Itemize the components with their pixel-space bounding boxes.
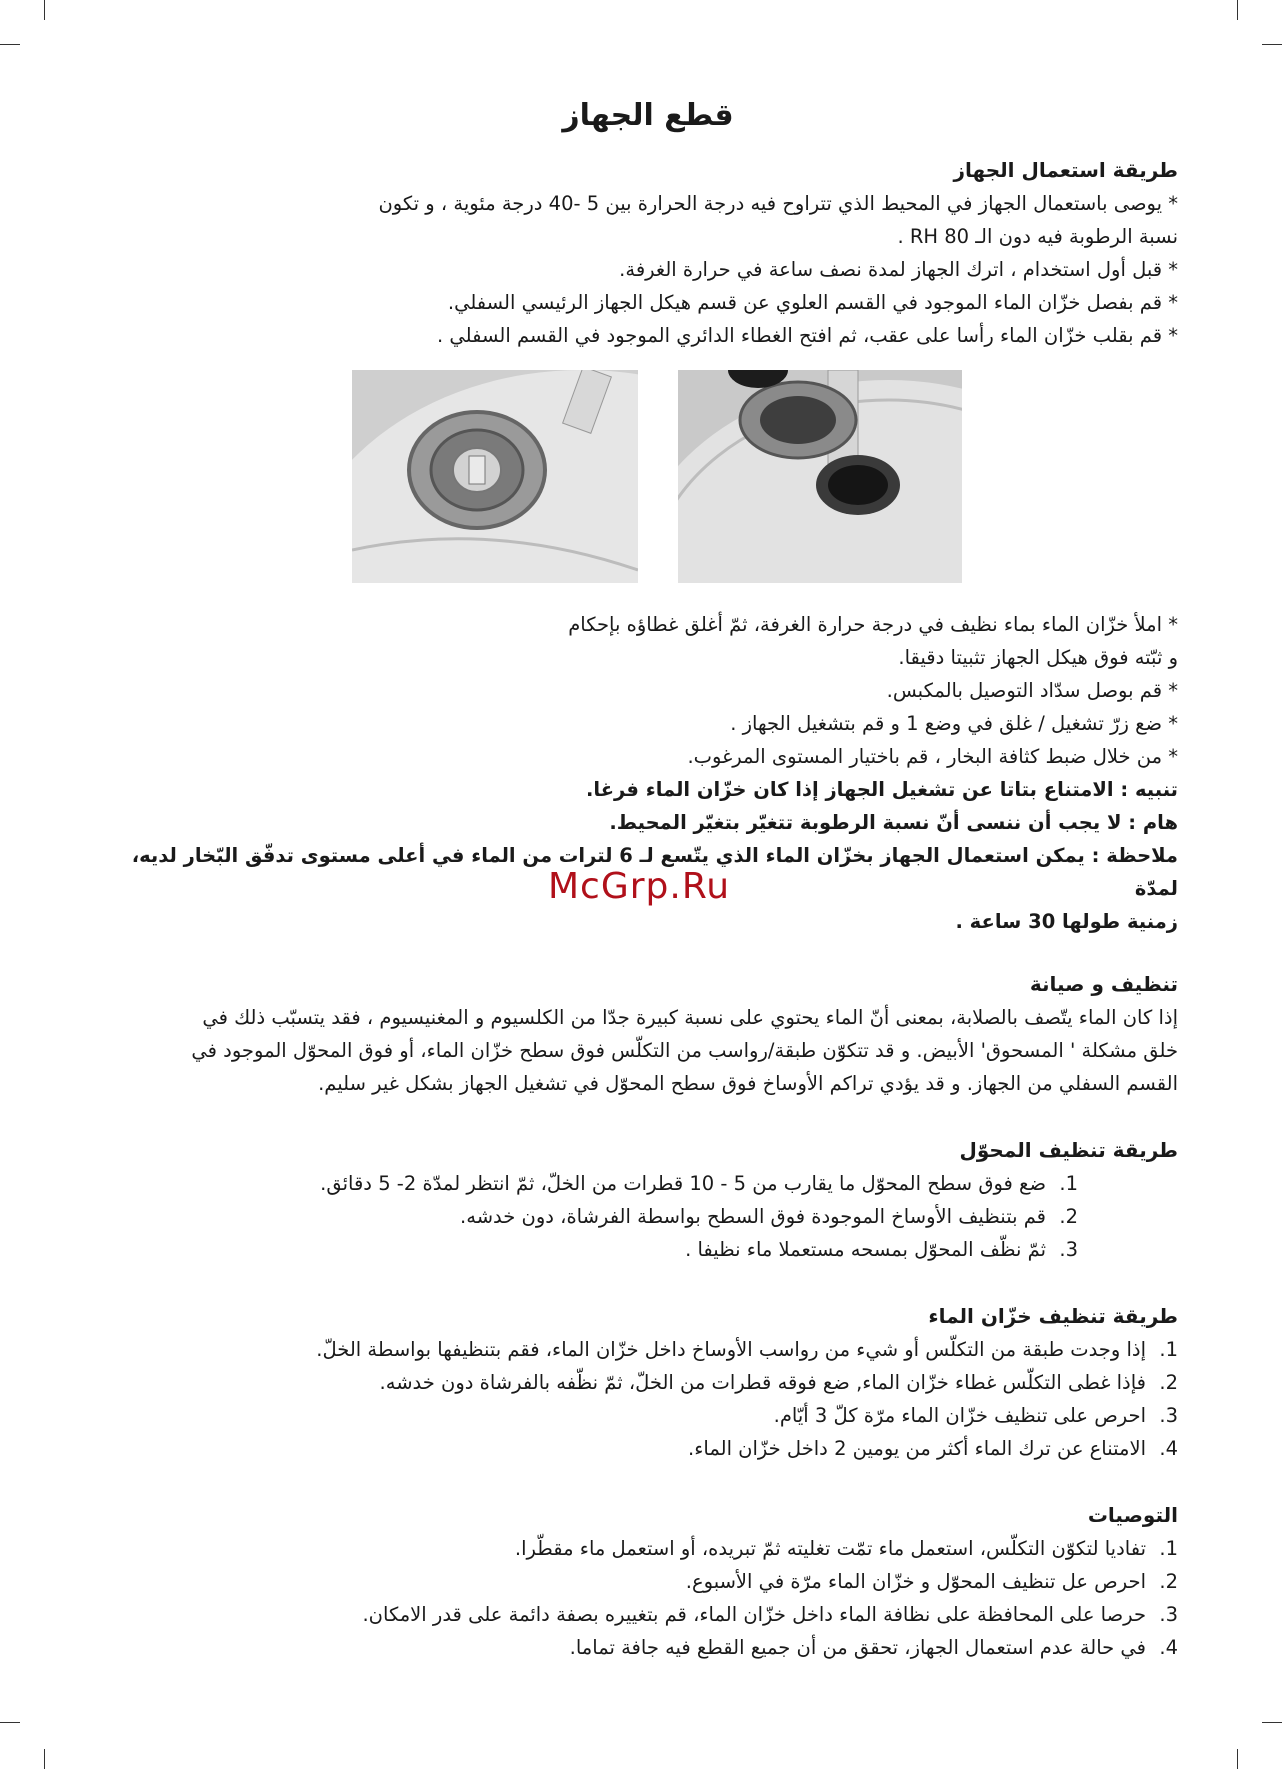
- list-number: 1.: [1059, 1172, 1078, 1195]
- list-text: قم بتنظيف الأوساخ الموجودة فوق السطح بواسطة الفرشاة، دون خدشه.: [460, 1205, 1046, 1228]
- note-text: ملاحظة : يمكن استعمال الجهاز بخزّان الماء الذي يتّسع لـ 6 لترات من الماء في أعلى مستوى تدفّق البّخار لديه، لمدّة: [131, 844, 1178, 900]
- list-number: 4.: [1159, 1636, 1178, 1659]
- crop-mark: [1262, 1722, 1282, 1723]
- watermark-text: McGrp.Ru: [548, 866, 731, 907]
- crop-mark: [0, 44, 20, 45]
- photo-tank-cap: [352, 370, 638, 583]
- list-item: [118, 1333, 1178, 1366]
- list-text: فإذا غطى التكلّس غطاء خزّان الماء, ضع فوقه قطرات من الخلّ، ثمّ نظّفه بالفرشاة دون خدشه.: [379, 1371, 1146, 1394]
- note-text: زمنية طولها 30 ساعة .: [955, 910, 1178, 933]
- list-text: حرصا على المحافظة على نظافة الماء داخل خزّان الماء، قم بتغييره بصفة دائمة على قدر الامكان.: [362, 1603, 1146, 1626]
- list-text: احرص عل تنظيف المحوّل و خزّان الماء مرّة في الأسبوع.: [685, 1570, 1146, 1593]
- list-text: تفاديا لتكوّن التكلّس، استعمل ماء تمّت تغليته ثمّ تبريده، أو استعمل ماء مقطّرا.: [514, 1537, 1146, 1560]
- usage-line: * قم بقلب خزّان الماء رأسا على عقب، ثم افتح الغطاء الدائري الموجود في القسم السفلي .: [437, 324, 1178, 347]
- list-number: 4.: [1159, 1437, 1178, 1460]
- list-item: [118, 1200, 1078, 1233]
- usage-line: * ضع زرّ تشغيل / غلق في وضع 1 و قم بتشغيل الجهاز .: [730, 712, 1178, 735]
- list-text: في حالة عدم استعمال الجهاز، تحقق من أن جميع القطع فيه جافة تماما.: [569, 1636, 1146, 1659]
- usage-heading: طريقة استعمال الجهاز: [953, 158, 1178, 182]
- cleaning-heading: تنظيف و صيانة: [1029, 972, 1178, 996]
- usage-line: نسبة الرطوبة فيه دون الـ RH 80 .: [897, 225, 1178, 248]
- usage-line: * قم بفصل خزّان الماء الموجود في القسم العلوي عن قسم هيكل الجهاز الرئيسي السفلي.: [447, 291, 1178, 314]
- cleaning-section: [118, 968, 1178, 1100]
- usage-line: * املأ خزّان الماء بماء نظيف في درجة حرارة الغرفة، ثمّ أغلق غطاؤه بإحكام: [568, 613, 1178, 636]
- cleaning-line: القسم السفلي من الجهاز. و قد يؤدي تراكم الأوساخ فوق سطح المحوّل في تشغيل الجهاز بشكل غير سليم.: [318, 1072, 1178, 1095]
- list-item: [118, 1233, 1078, 1266]
- warning-text: تنبيه : الامتناع بتاتا عن تشغيل الجهاز إذا كان خزّان الماء فرغا.: [586, 778, 1178, 801]
- list-item: [118, 1432, 1178, 1465]
- usage-line: و ثبّته فوق هيكل الجهاز تثبيتا دقيقا.: [898, 646, 1178, 669]
- list-item: [118, 1399, 1178, 1432]
- list-number: 2.: [1159, 1371, 1178, 1394]
- tank-heading: طريقة تنظيف خزّان الماء: [928, 1304, 1178, 1328]
- list-number: 2.: [1059, 1205, 1078, 1228]
- list-item: [118, 1598, 1178, 1631]
- usage-line: * من خلال ضبط كثافة البخار ، قم باختيار المستوى المرغوب.: [687, 745, 1178, 768]
- list-item: [118, 1366, 1178, 1399]
- list-text: إذا وجدت طبقة من التكلّس أو شيء من رواسب الأوساخ داخل خزّان الماء، فقم بتنظيفها بواسطة الخلّ.: [316, 1338, 1146, 1361]
- page-title: قطع الجهاز: [562, 98, 734, 133]
- list-number: 3.: [1159, 1404, 1178, 1427]
- list-text: ثمّ نظّف المحوّل بمسحه مستعملا ماء نظيفا .: [685, 1238, 1046, 1261]
- list-text: ضع فوق سطح المحوّل ما يقارب من 5 - 10 قطرات من الخلّ، ثمّ انتظر لمدّة 2- 5 دقائق.: [320, 1172, 1046, 1195]
- usage-line: * يوصى باستعمال الجهاز في المحيط الذي تتراوح فيه درجة الحرارة بين 5 -40 درجة مئوية ، و تكون: [378, 192, 1178, 215]
- photo-tank-cap-open: [678, 370, 962, 583]
- crop-mark: [1262, 44, 1282, 45]
- crop-mark: [1237, 1749, 1238, 1769]
- photos-row: [118, 370, 1178, 592]
- list-item: [118, 1631, 1178, 1664]
- list-number: 3.: [1059, 1238, 1078, 1261]
- crop-mark: [0, 1722, 20, 1723]
- tank-section: [118, 1300, 1178, 1465]
- transducer-section: [118, 1134, 1178, 1266]
- list-number: 3.: [1159, 1603, 1178, 1626]
- important-text: هام : لا يجب أن ننسى أنّ نسبة الرطوبة تتغيّر بتغيّر المحيط.: [609, 811, 1178, 834]
- list-text: الامتناع عن ترك الماء أكثر من يومين 2 داخل خزّان الماء.: [688, 1437, 1146, 1460]
- list-number: 1.: [1159, 1338, 1178, 1361]
- list-item: [118, 1167, 1078, 1200]
- crop-mark: [1237, 0, 1238, 20]
- recommendations-section: [118, 1499, 1178, 1664]
- usage-line: * قبل أول استخدام ، اترك الجهاز لمدة نصف ساعة في حرارة الغرفة.: [619, 258, 1178, 281]
- usage-line: * قم بوصل سدّاد التوصيل بالمكبس.: [886, 679, 1178, 702]
- list-item: [118, 1565, 1178, 1598]
- list-number: 2.: [1159, 1570, 1178, 1593]
- cleaning-line: خلق مشكلة ' المسحوق' الأبيض. و قد تتكوّن طبقة/رواسب من التكلّس فوق سطح خزّان الماء، أو فوق المحوّل الموجود في: [191, 1039, 1178, 1062]
- recommendations-heading: التوصيات: [1087, 1503, 1178, 1527]
- cleaning-line: إذا كان الماء يتّصف بالصلابة، بمعنى أنّ الماء يحتوي على نسبة كبيرة جدّا من الكلسيوم و المغنيسيوم ، فقد يتسبّب ذلك في: [202, 1006, 1178, 1029]
- crop-mark: [44, 0, 45, 20]
- crop-mark: [44, 1749, 45, 1769]
- transducer-heading: طريقة تنظيف المحوّل: [959, 1138, 1178, 1162]
- list-number: 1.: [1159, 1537, 1178, 1560]
- list-item: [118, 1532, 1178, 1565]
- list-text: احرص على تنظيف خزّان الماء مرّة كلّ 3 أيّام.: [773, 1404, 1146, 1427]
